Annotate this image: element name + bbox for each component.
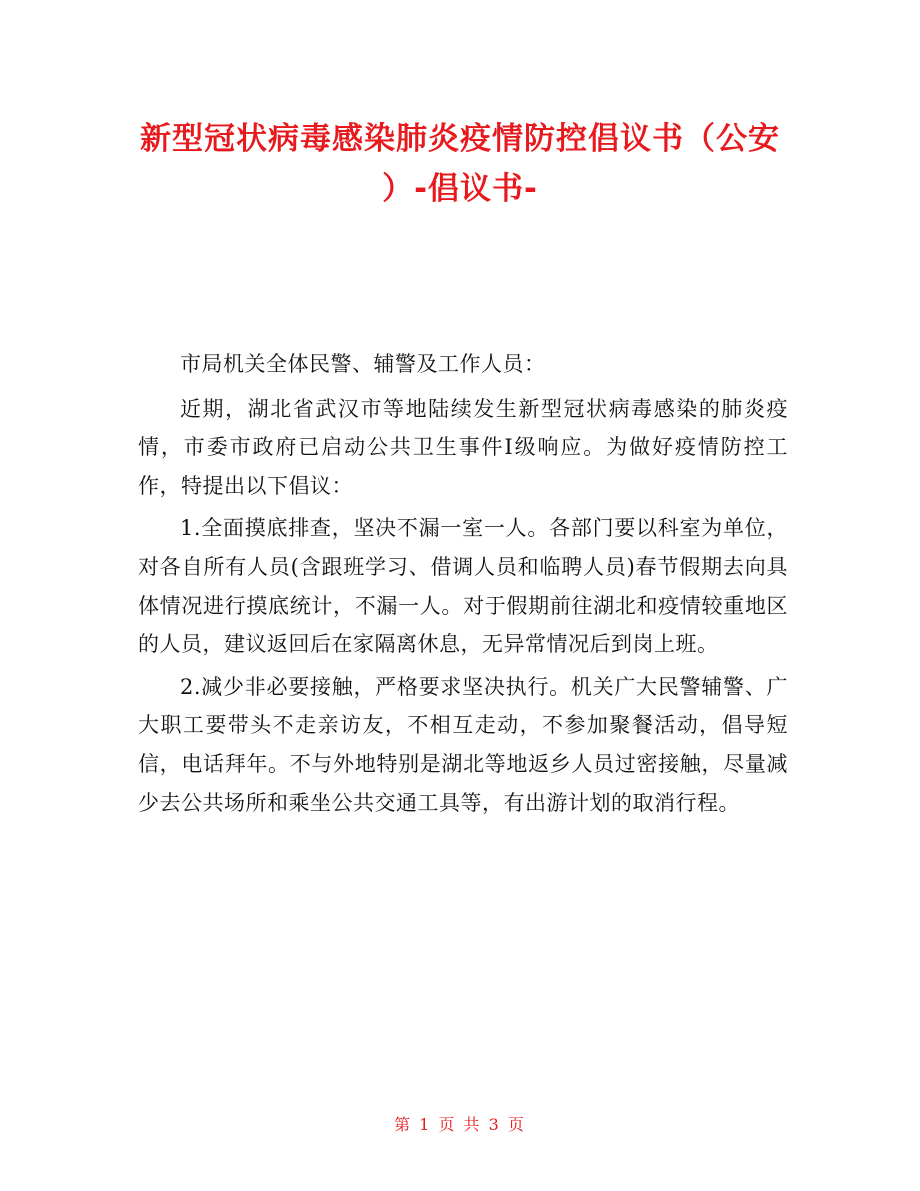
document-body: [138, 345, 788, 826]
paragraph-item-2: 2.减少非必要接触，严格要求坚决执行。机关广大民警辅警、广大职工要带头不走亲访友，不相互走动，不参加聚餐活动，倡导短信，电话拜年。不与外地特别是湖北等地返乡人员过密接触，尽量减少去公共场所和乘坐公共交通工具等，有出游计划的取消行程。: [138, 674, 788, 815]
document-title: [130, 114, 790, 214]
title-line-1: 新型冠状病毒感染肺炎疫情防控倡议书（公安: [140, 121, 780, 157]
paragraph-intro: 近期，湖北省武汉市等地陆续发生新型冠状病毒感染的肺炎疫情，市委市政府已启动公共卫生事件Ⅰ级响应。为做好疫情防控工作，特提出以下倡议：: [138, 396, 788, 498]
page-number-footer: 第 1 页 共 3 页: [394, 1115, 526, 1134]
title-line-2: ）-倡议书-: [382, 171, 538, 207]
paragraph-item-1: 1.全面摸底排查，坚决不漏一室一人。各部门要以科室为单位，对各自所有人员(含跟班学习、借调人员和临聘人员)春节假期去向具体情况进行摸底统计，不漏一人。对于假期前往湖北和疫情较重地区的人员，建议返回后在家隔离休息，无异常情况后到岗上班。: [138, 516, 788, 657]
salutation: 市局机关全体民警、辅警及工作人员：: [180, 352, 546, 376]
